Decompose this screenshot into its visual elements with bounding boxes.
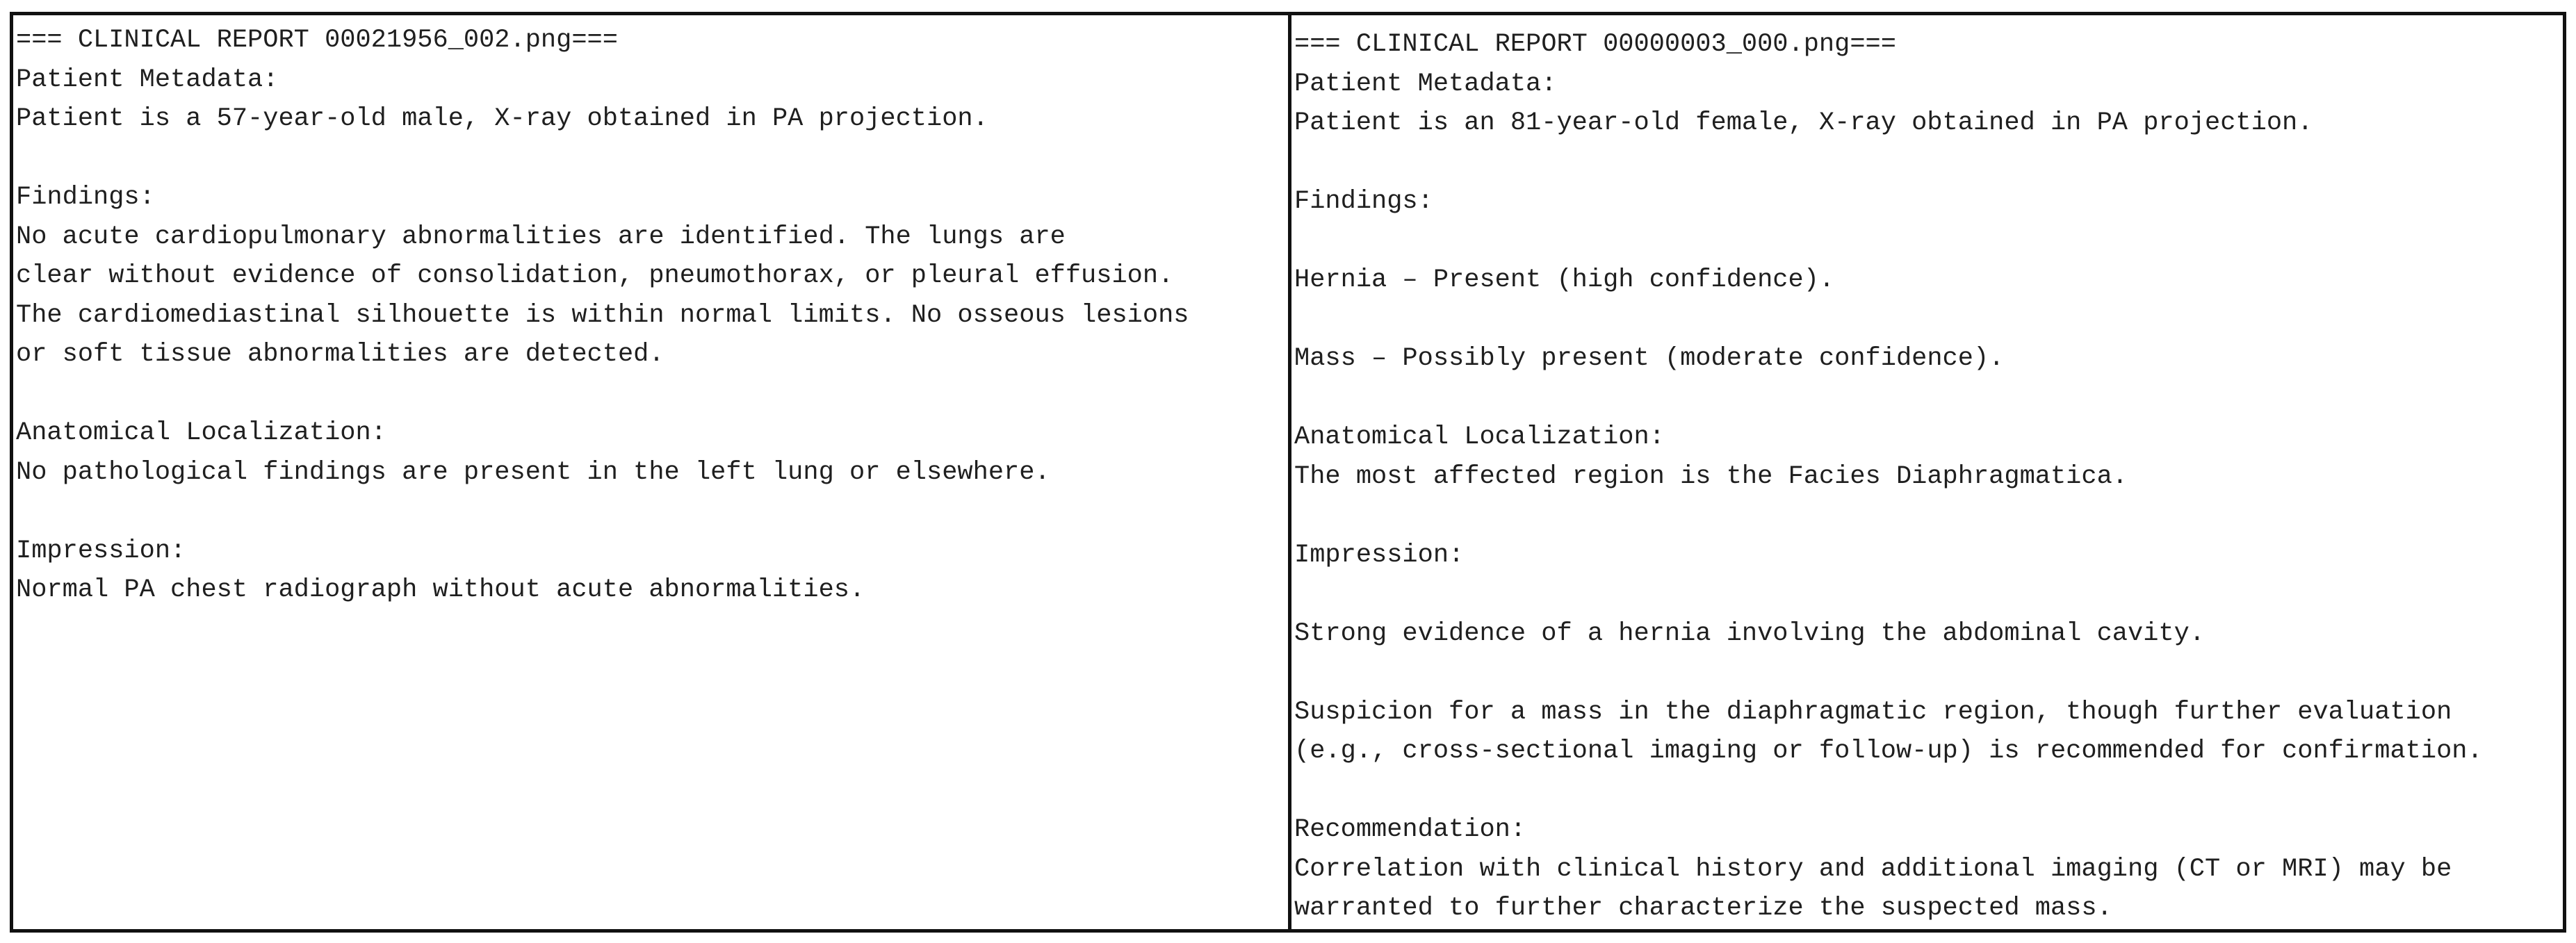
spacer bbox=[1294, 143, 2563, 183]
spacer bbox=[1294, 496, 2563, 536]
findings-line: clear without evidence of consolidation, pneumothorax, or pleural effusion. bbox=[16, 261, 1174, 290]
localization-text: The most affected region is the Facies Diaphragmatica. bbox=[1294, 461, 2128, 491]
right-clinical-report bbox=[1291, 15, 2563, 929]
findings-heading: Findings: bbox=[16, 183, 155, 212]
spacer bbox=[1294, 300, 2563, 340]
finding-mass: Mass – Possibly present (moderate confidence). bbox=[1294, 344, 2005, 373]
spacer bbox=[1294, 575, 2563, 614]
impression-mass-line: (e.g., cross-sectional imaging or follow-up) is recommended for confirmation. bbox=[1294, 737, 2483, 766]
localization-heading: Anatomical Localization: bbox=[16, 418, 386, 448]
report-header: === CLINICAL REPORT 00000003_000.png=== bbox=[1294, 30, 1896, 59]
localization-text: No pathological findings are present in the left lung or elsewhere. bbox=[16, 457, 1050, 487]
impression-hernia: Strong evidence of a hernia involving the abdominal cavity. bbox=[1294, 618, 2206, 648]
finding-hernia: Hernia – Present (high confidence). bbox=[1294, 265, 1835, 295]
impression-heading: Impression: bbox=[1294, 540, 1465, 570]
recommendation-line: Correlation with clinical history and additional imaging (CT or MRI) may be bbox=[1294, 854, 2452, 884]
metadata-heading: Patient Metadata: bbox=[1294, 69, 1557, 99]
left-clinical-report bbox=[13, 15, 1291, 929]
findings-line: or soft tissue abnormalities are detected. bbox=[16, 340, 665, 369]
findings-line: No acute cardiopulmonary abnormalities are identified. The lungs are bbox=[16, 222, 1066, 252]
metadata-text: Patient is an 81-year-old female, X-ray obtained in PA projection. bbox=[1294, 108, 2313, 138]
spacer bbox=[1294, 771, 2563, 811]
localization-heading: Anatomical Localization: bbox=[1294, 423, 1665, 452]
impression-text: Normal PA chest radiograph without acute abnormalities. bbox=[16, 575, 865, 605]
spacer bbox=[1294, 379, 2563, 418]
spacer bbox=[16, 139, 1288, 179]
findings-heading: Findings: bbox=[1294, 187, 1433, 216]
spacer bbox=[1294, 222, 2563, 261]
spacer bbox=[1294, 653, 2563, 693]
findings-line: The cardiomediastinal silhouette is within normal limits. No osseous lesions bbox=[16, 300, 1189, 330]
spacer bbox=[16, 375, 1288, 414]
report-header: === CLINICAL REPORT 00021956_002.png=== bbox=[16, 26, 618, 55]
impression-heading: Impression: bbox=[16, 536, 186, 566]
metadata-text: Patient is a 57-year-old male, X-ray obtained in PA projection. bbox=[16, 104, 988, 133]
report-comparison-table bbox=[10, 12, 2566, 933]
impression-mass-line: Suspicion for a mass in the diaphragmatic region, though further evaluation bbox=[1294, 697, 2452, 727]
metadata-heading: Patient Metadata: bbox=[16, 65, 279, 95]
recommendation-heading: Recommendation: bbox=[1294, 815, 1526, 844]
recommendation-line: warranted to further characterize the suspected mass. bbox=[1294, 894, 2112, 923]
spacer bbox=[16, 492, 1288, 532]
